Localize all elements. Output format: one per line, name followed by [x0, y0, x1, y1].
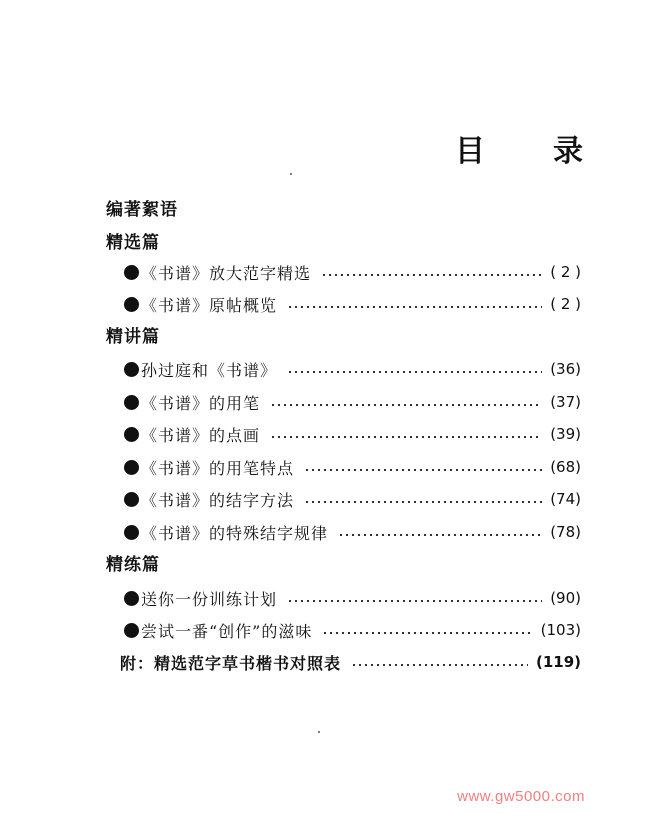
dot-leader: [287, 371, 542, 373]
title-char-1: 目: [455, 134, 485, 169]
bullet-icon: [124, 265, 139, 280]
bullet-icon: [124, 525, 139, 540]
entry-label: 送你一份训练计划: [141, 589, 278, 609]
bullet-icon: [124, 427, 139, 442]
entry-label: 孙过庭和《书谱》: [141, 360, 278, 380]
bullet-icon: [124, 362, 139, 377]
entry-label: 尝试一番“创作”的滋味: [141, 621, 313, 641]
dot-leader: [270, 404, 542, 406]
toc-entry-appendix[interactable]: [120, 651, 581, 673]
toc-entry[interactable]: [124, 423, 581, 445]
bullet-icon: [124, 460, 139, 475]
entry-page: (103): [540, 621, 581, 639]
toc-entry[interactable]: [124, 358, 581, 380]
toc-entry[interactable]: [124, 488, 581, 510]
scan-speck: [318, 731, 320, 733]
dot-leader: [338, 534, 542, 536]
dot-leader: [287, 306, 542, 308]
bullet-icon: [124, 395, 139, 410]
entry-label: 《书谱》的用笔: [141, 393, 261, 413]
toc-entry[interactable]: [124, 261, 581, 283]
dot-leader: [304, 469, 542, 471]
bullet-icon: [124, 297, 139, 312]
entry-label: 《书谱》原帖概览: [141, 295, 278, 315]
entry-label: 《书谱》的特殊结字规律: [141, 523, 329, 543]
page-title: [455, 126, 583, 169]
dot-leader: [287, 600, 542, 602]
toc-entry[interactable]: [124, 293, 581, 315]
section-heading-preface: 编著絮语: [106, 200, 178, 220]
entry-page: (74): [550, 490, 581, 508]
entry-page: ( 2 ): [550, 295, 581, 313]
entry-label: 《书谱》的用笔特点: [141, 458, 295, 478]
dot-leader: [322, 632, 532, 634]
entry-label: 《书谱》放大范字精选: [141, 263, 312, 283]
entry-page: (36): [550, 360, 581, 378]
toc-entry[interactable]: [124, 619, 581, 641]
dot-leader: [321, 274, 542, 276]
entry-page: ( 2 ): [550, 263, 581, 281]
entry-page: (37): [550, 393, 581, 411]
watermark: www.gw5000.com: [457, 788, 585, 805]
entry-label: 《书谱》的结字方法: [141, 490, 295, 510]
entry-page: (78): [550, 523, 581, 541]
appendix-label: 附：精选范字草书楷书对照表: [120, 653, 342, 673]
toc-entry[interactable]: [124, 521, 581, 543]
section-heading-lecture: 精讲篇: [106, 327, 160, 347]
dot-leader: [304, 501, 542, 503]
dot-leader: [270, 436, 542, 438]
dot-leader: [351, 664, 528, 666]
section-heading-practice: 精练篇: [106, 555, 160, 575]
bullet-icon: [124, 623, 139, 638]
toc-entry[interactable]: [124, 391, 581, 413]
entry-label: 《书谱》的点画: [141, 425, 261, 445]
section-heading-selection: 精选篇: [106, 233, 160, 253]
entry-page: (90): [550, 589, 581, 607]
entry-page: (39): [550, 425, 581, 443]
entry-page: (68): [550, 458, 581, 476]
bullet-icon: [124, 591, 139, 606]
toc-entry[interactable]: [124, 587, 581, 609]
bullet-icon: [124, 492, 139, 507]
title-char-2: 录: [553, 134, 583, 169]
toc-entry[interactable]: [124, 456, 581, 478]
scan-speck: [290, 173, 292, 175]
appendix-page: (119): [535, 653, 581, 671]
